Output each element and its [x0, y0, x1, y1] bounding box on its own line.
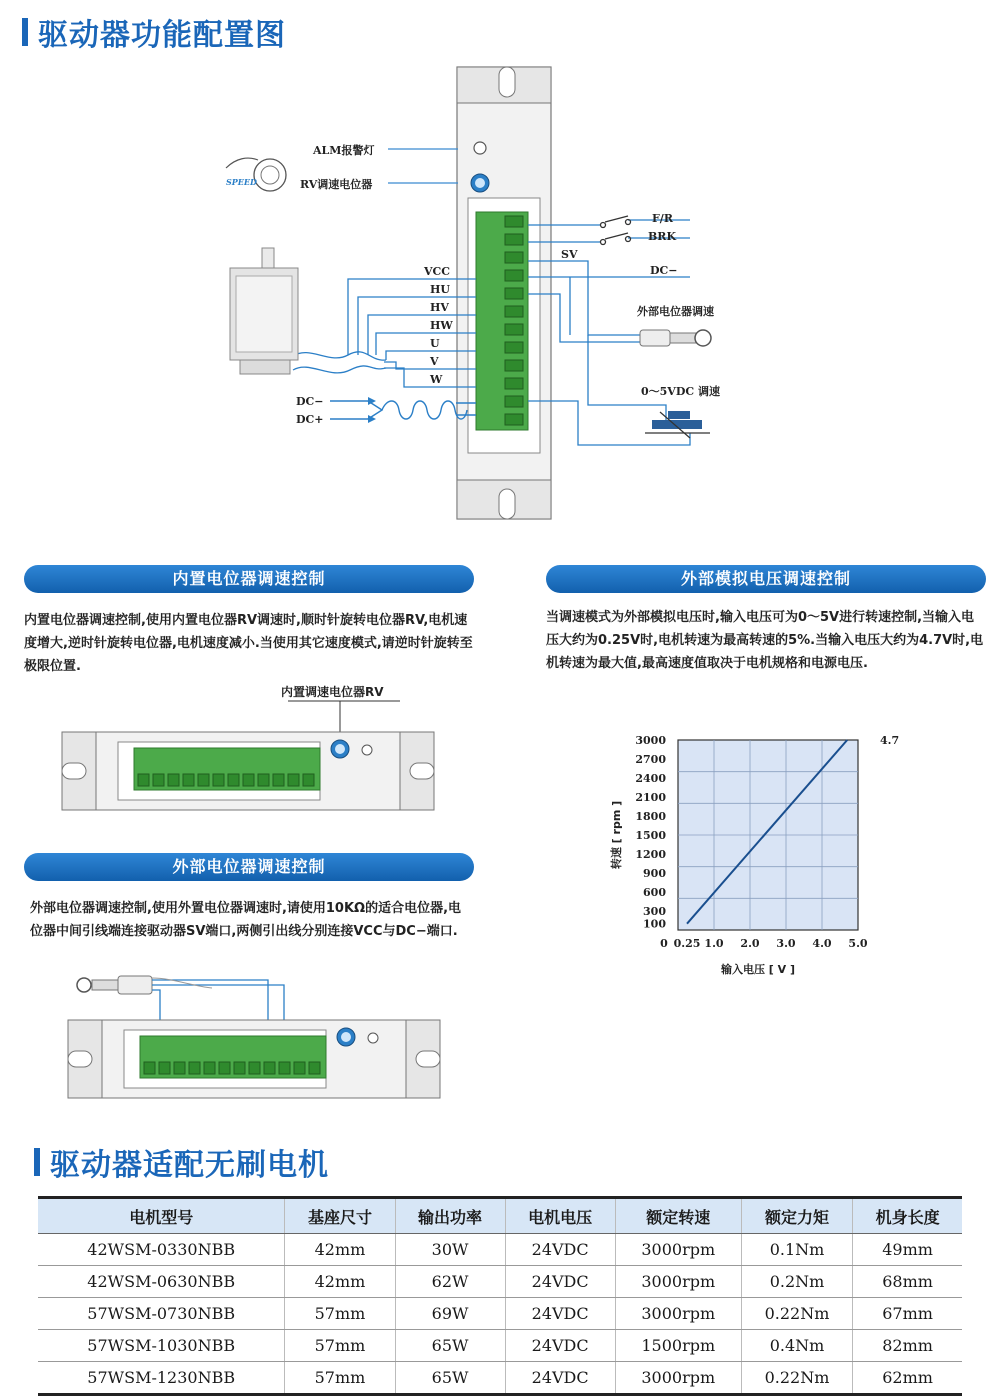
terminal-pin [505, 288, 523, 299]
table-cell: 42WSM-0330NBB [38, 1234, 285, 1266]
chart-x-tick-label: 2.0 [740, 937, 760, 950]
external-pot-label: 外部电位器调速 [637, 305, 714, 318]
terminal-label-vcc: VCC [424, 265, 451, 278]
external-pot-icon [640, 330, 711, 346]
external-pot-small-icon [77, 976, 152, 994]
table-row [38, 1330, 962, 1362]
chart-y-tick-label: 2700 [635, 753, 666, 766]
terminal-pin [168, 774, 179, 786]
table-cell: 57mm [285, 1298, 395, 1330]
table-cell: 42mm [285, 1266, 395, 1298]
table-cell: 0.2Nm [741, 1266, 852, 1298]
terminal-pin [505, 270, 523, 281]
brk-switch-icon [601, 233, 631, 245]
chart-x-tick-label: 0 [660, 937, 668, 950]
terminal-pin [228, 774, 239, 786]
terminal-pin [249, 1062, 260, 1074]
table-cell: 62mm [853, 1362, 962, 1395]
terminal-label-w: W [430, 373, 443, 386]
terminal-pin [174, 1062, 185, 1074]
terminal-pin [505, 396, 523, 407]
sv-label: SV [561, 248, 578, 261]
terminal-pin [198, 774, 209, 786]
table-header-cell: 输出功率 [395, 1198, 505, 1234]
table-cell: 57WSM-1030NBB [38, 1330, 285, 1362]
terminal-pin [153, 774, 164, 786]
mount-slot-bottom [499, 489, 515, 519]
chart-x-tick-label: 3.0 [776, 937, 796, 950]
chart-y-tick-label: 900 [643, 867, 666, 880]
chart-x-label: 输入电压 [ V ] [720, 963, 796, 976]
terminal-pin [138, 774, 149, 786]
table-cell: 69W [395, 1298, 505, 1330]
brk-label: BRK [648, 230, 676, 243]
table-cell: 3000rpm [615, 1234, 741, 1266]
terminal-pin [288, 774, 299, 786]
speed-voltage-chart [600, 725, 920, 985]
terminal-pin [189, 1062, 200, 1074]
chart-y-tick-label: 600 [643, 886, 666, 899]
terminal-pin [144, 1062, 155, 1074]
chart-x-ticks [660, 937, 868, 950]
terminal-pin [303, 774, 314, 786]
table-cell: 65W [395, 1330, 505, 1362]
terminal-label-v: V [430, 355, 439, 368]
table-cell: 24VDC [505, 1266, 615, 1298]
table-header-cell: 额定转速 [615, 1198, 741, 1234]
rv-knob [475, 178, 485, 188]
table-row [38, 1362, 962, 1395]
rv-label: RV调速电位器 [300, 178, 373, 191]
terminal-pin [234, 1062, 245, 1074]
terminal-pin [264, 1062, 275, 1074]
table-cell: 3000rpm [615, 1362, 741, 1395]
fr-switch-icon [601, 216, 631, 228]
terminal-pin [294, 1062, 305, 1074]
table-cell: 30W [395, 1234, 505, 1266]
table-row [38, 1298, 962, 1330]
terminal-pin [204, 1062, 215, 1074]
table-header-row [38, 1198, 962, 1234]
analog-voltage-text: 当调速模式为外部模拟电压时,输入电压可为0～5V进行转速控制,当输入电压大约为0.25V时,电机转速为最高转速的5%.当输入电压大约为4.7V时,电机转速为最大值,最高速度值取决于电机规格和电源电压. [546, 610, 984, 671]
terminal-label-hw: HW [430, 319, 453, 332]
external-pot-text: 外部电位器调速控制,使用外置电位器调速时,请使用10KΩ的适合电位器,电位器中间引线端连接驱动器SV端口,两侧引出线分别连接VCC与DC−端口. [30, 901, 462, 939]
chart-y-ticks [635, 734, 666, 931]
internal-rv-label: 内置调速电位器RV [281, 685, 384, 699]
table-header-cell: 电机型号 [38, 1198, 285, 1234]
table-header-cell: 电机电压 [505, 1198, 615, 1234]
table-cell: 0.1Nm [741, 1234, 852, 1266]
terminal-pin [273, 774, 284, 786]
chart-y-label: 转速 [ rpm ] [610, 800, 623, 870]
chart-y-tick-label: 2400 [635, 772, 666, 785]
title-bar [34, 1148, 40, 1176]
table-row [38, 1234, 962, 1266]
table-header-cell: 基座尺寸 [285, 1198, 395, 1234]
table-cell: 68mm [853, 1266, 962, 1298]
terminal-pin [243, 774, 254, 786]
table-cell: 57mm [285, 1362, 395, 1395]
internal-pot-text: 内置电位器调速控制,使用内置电位器RV调速时,顺时针旋转电位器RV,电机速度增大,逆时针旋转电位器,电机速度减小.当使用其它速度模式,请逆时针旋转至极限位置. [24, 613, 473, 674]
dc-right-label: DC− [650, 264, 678, 277]
analog-voltage-header: 外部模拟电压调速控制 [546, 565, 986, 593]
table-row [38, 1266, 962, 1298]
fr-label: F/R [652, 212, 673, 225]
terminal-pin [183, 774, 194, 786]
wiring-diagram [0, 0, 1000, 540]
chart-x-tick-label: 0.25 [673, 937, 701, 950]
table-cell: 42mm [285, 1234, 395, 1266]
speed-label: SPEED [226, 177, 257, 187]
table-cell: 57WSM-1230NBB [38, 1362, 285, 1395]
table-cell: 3000rpm [615, 1298, 741, 1330]
table-cell: 24VDC [505, 1234, 615, 1266]
terminal-pin [309, 1062, 320, 1074]
motor-icon [230, 248, 298, 374]
table-cell: 57WSM-0730NBB [38, 1298, 285, 1330]
section-title-text: 驱动器功能配置图 [38, 18, 286, 53]
table-cell: 1500rpm [615, 1330, 741, 1362]
terminal-pin [505, 378, 523, 389]
chart-y-tick-label: 100 [643, 917, 666, 931]
terminal-pin [213, 774, 224, 786]
chart-y-tick-label: 3000 [635, 734, 666, 747]
chart-y-tick-label: 1800 [635, 810, 666, 823]
chart-annotation: 4.7 [880, 734, 900, 747]
chart-y-tick-label: 1200 [635, 848, 666, 861]
terminal-pin [505, 306, 523, 317]
table-cell: 0.22Nm [741, 1298, 852, 1330]
terminal-pin [505, 414, 523, 425]
table-cell: 0.22Nm [741, 1362, 852, 1395]
dc-supply-wires [330, 401, 476, 419]
terminal-pin [505, 360, 523, 371]
table-cell: 62W [395, 1266, 505, 1298]
terminal-pin [505, 216, 523, 227]
section-title-text: 驱动器适配无刷电机 [50, 1148, 329, 1183]
table-cell: 24VDC [505, 1362, 615, 1395]
table-cell: 24VDC [505, 1330, 615, 1362]
section-title-motors [50, 1140, 329, 1184]
terminal-pin [505, 342, 523, 353]
dc-minus-label: DC− [296, 395, 324, 408]
chart-x-tick-label: 4.0 [812, 937, 832, 950]
terminal-label-hu: HU [430, 283, 450, 296]
table-cell: 57mm [285, 1330, 395, 1362]
chart-x-tick-label: 5.0 [848, 937, 868, 950]
terminal-pin [279, 1062, 290, 1074]
voltage-label: 0～5VDC 调速 [641, 385, 720, 398]
driver-side-view-2 [60, 968, 450, 1103]
table-cell: 24VDC [505, 1298, 615, 1330]
chart-x-tick-label: 1.0 [704, 937, 724, 950]
terminal-pin [505, 252, 523, 263]
mount-slot-top [499, 67, 515, 97]
terminal-pin [505, 234, 523, 245]
table-cell: 82mm [853, 1330, 962, 1362]
table-cell: 65W [395, 1362, 505, 1395]
external-pot-header: 外部电位器调速控制 [24, 853, 474, 881]
dc-plus-label: DC+ [296, 413, 324, 426]
terminal-label-hv: HV [430, 301, 449, 314]
alm-led-icon [474, 142, 486, 154]
table-cell: 49mm [853, 1234, 962, 1266]
driver-side-view-1 [60, 700, 440, 815]
chart-y-tick-label: 2100 [635, 791, 666, 804]
internal-pot-header: 内置电位器调速控制 [24, 565, 474, 593]
terminal-pin [219, 1062, 230, 1074]
table-header-cell: 机身长度 [853, 1198, 962, 1234]
table-header-cell: 额定力矩 [741, 1198, 852, 1234]
terminal-pin [258, 774, 269, 786]
motor-spec-table [38, 1196, 962, 1396]
chart-y-tick-label: 1500 [635, 829, 666, 842]
table-cell: 0.4Nm [741, 1330, 852, 1362]
alm-label: ALM报警灯 [313, 144, 375, 157]
table-cell: 42WSM-0630NBB [38, 1266, 285, 1298]
table-cell: 67mm [853, 1298, 962, 1330]
terminal-pin [159, 1062, 170, 1074]
chart-y-tick-label: 300 [643, 905, 666, 918]
voltage-source-icon [645, 411, 710, 438]
terminal-label-u: U [430, 337, 440, 350]
table-cell: 3000rpm [615, 1266, 741, 1298]
table-body [38, 1234, 962, 1395]
terminal-pin [505, 324, 523, 335]
